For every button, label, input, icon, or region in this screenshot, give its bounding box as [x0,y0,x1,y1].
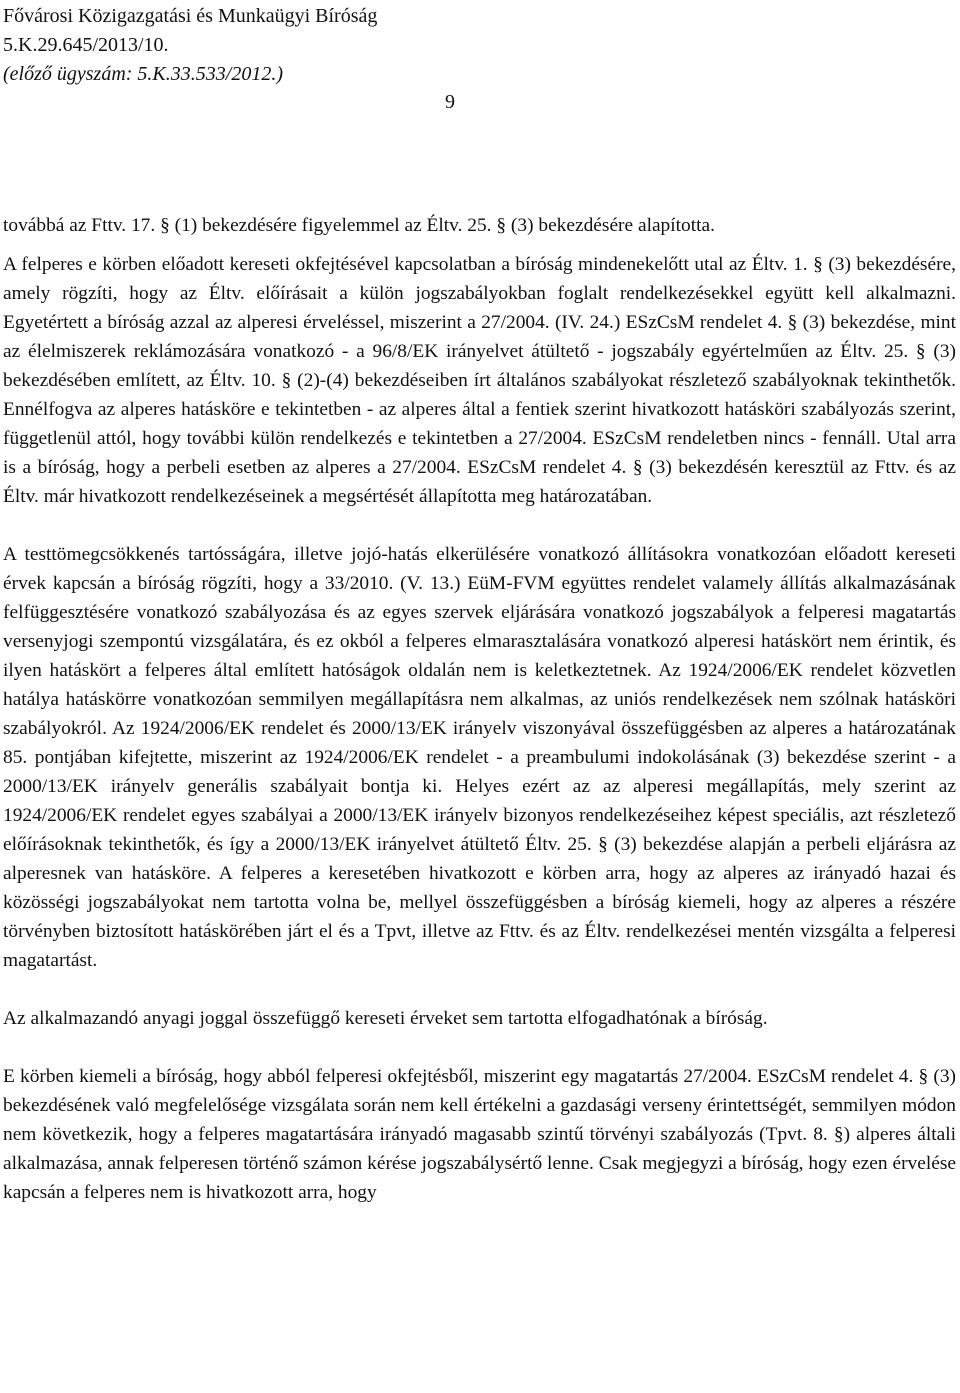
paragraph: E körben kiemeli a bíróság, hogy abból felperesi okfejtésből, miszerint egy magatartás 27/2004. ESzCsM rendelet 4. § (3) bekezdésének való megfelelősége vizsgálata során nem kell értékelni a gazdasági verseny érintettségét, semmilyen módon nem következik, hogy a felperes magatartására irányadó magasabb szintű törvényi szabályozás (Tpvt. 8. §) alperes általi alkalmazása, annak felperesen történő számon kérése jogszabálysértő lenne. Csak megjegyzi a bíróság, hogy ezen érvelése kapcsán a felperes nem is hivatkozott arra, hogy [3,1066,956,1203]
court-name: Fővárosi Közigazgatási és Munkaügyi Bíróság [3,5,378,27]
document-body [3,211,956,1207]
paragraph: továbbá az Fttv. 17. § (1) bekezdésére figyelemmel az Éltv. 25. § (3) bekezdésére alapította. [3,215,715,236]
previous-case-number: (előző ügyszám: 5.K.33.533/2012.) [3,63,283,85]
paragraph: A felperes e körben előadott kereseti okfejtésével kapcsolatban a bíróság mindenekelőtt utal az Éltv. 1. § (3) bekezdésére, amely rögzíti, hogy az Éltv. előírásait a külön jogszabályokban foglalt rendelkezésekkel együtt kell alkalmazni. Egyetértett a bíróság azzal az alperesi érveléssel, miszerint a 27/2004. (IV. 24.) ESzCsM rendelet 4. § (3) bekezdése, mint az élelmiszerek reklámozására vonatkozó - a 96/8/EK irányelvet átültető - jogszabály egyértelműen az Éltv. 25. § (3) bekezdésében említett, az Éltv. 10. § (2)-(4) bekezdéseiben írt általános szabályokat részletező szabályoknak tekinthetők. Ennélfogva az alperes hatásköre e tekintetben - az alperes által a fentiek szerint hivatkozott hatásköri szabályozás szerint, függetlenül attól, hogy további külön rendelkezés e tekintetben a 27/2004. ESzCsM rendeletben nincs - fennáll. Utal arra is a bíróság, hogy a perbeli esetben az alperes a 27/2004. ESzCsM rendelet 4. § (3) bekezdésén keresztül az Fttv. és az Éltv. már hivatkozott rendelkezéseinek a megsértését állapította meg határozatában. [3,254,956,507]
page-number: 9 [445,91,455,113]
paragraph: Az alkalmazandó anyagi joggal összefüggő kereseti érveket sem tartotta elfogadhatónak a bíróság. [3,1008,768,1029]
paragraph: A testtömegcsökkenés tartósságára, illetve jojó-hatás elkerülésére vonatkozó állításokra vonatkozóan előadott kereseti érvek kapcsán a bíróság rögzíti, hogy a 33/2010. (V. 13.) EüM-FVM együttes rendelet valamely állítás alkalmazásának felfüggesztésére vonatkozó szabályozása és az egyes szervek eljárására vonatkozó jogszabályok a felperesi magatartás versenyjogi szempontú vizsgálatára, és ez okból a felperes elmarasztalására vonatkozó alperesi hatáskört nem érintik, és ilyen hatáskört a felperes által említett hatóságok oldalán nem is keletkeztetnek. Az 1924/2006/EK rendelet közvetlen hatálya hatáskörre vonatkozóan semmilyen megállapításra nem alkalmas, az uniós rendelkezések nem szólnak hatásköri szabályokról. Az 1924/2006/EK rendelet és 2000/13/EK irányelv viszonyával összefüggésben az alperes a határozatának 85. pontjában kifejtette, miszerint az 1924/2006/EK rendelet - a preambulumi indokolásának (3) bekezdése szerint - a 2000/13/EK irányelv generális szabályait bontja ki. Helyes ezért az az alperesi megállapítás, mely szerint az 1924/2006/EK rendelet egyes szabályai a 2000/13/EK irányelv bizonyos rendelkezéseihez képest speciális, azt részletező előírásoknak tekinthetők, és így a 2000/13/EK irányelvet átültető Éltv. 25. § (3) bekezdése alapján a perbeli eljárásra az alperesnek van hatásköre. A felperes a keresetében hivatkozott e körben arra, hogy az alperes az irányadó hazai és közösségi jogszabályokat nem tartotta volna be, mellyel összefüggésben a bíróság kiemeli, hogy az alperes a részére törvényben biztosított hatáskörében járt el és a Tpvt, illetve az Fttv. és az Éltv. rendelkezései mentén vizsgálta a felperesi magatartást. [3,544,956,971]
case-number: 5.K.29.645/2013/10. [3,34,169,56]
document-header [3,2,377,89]
